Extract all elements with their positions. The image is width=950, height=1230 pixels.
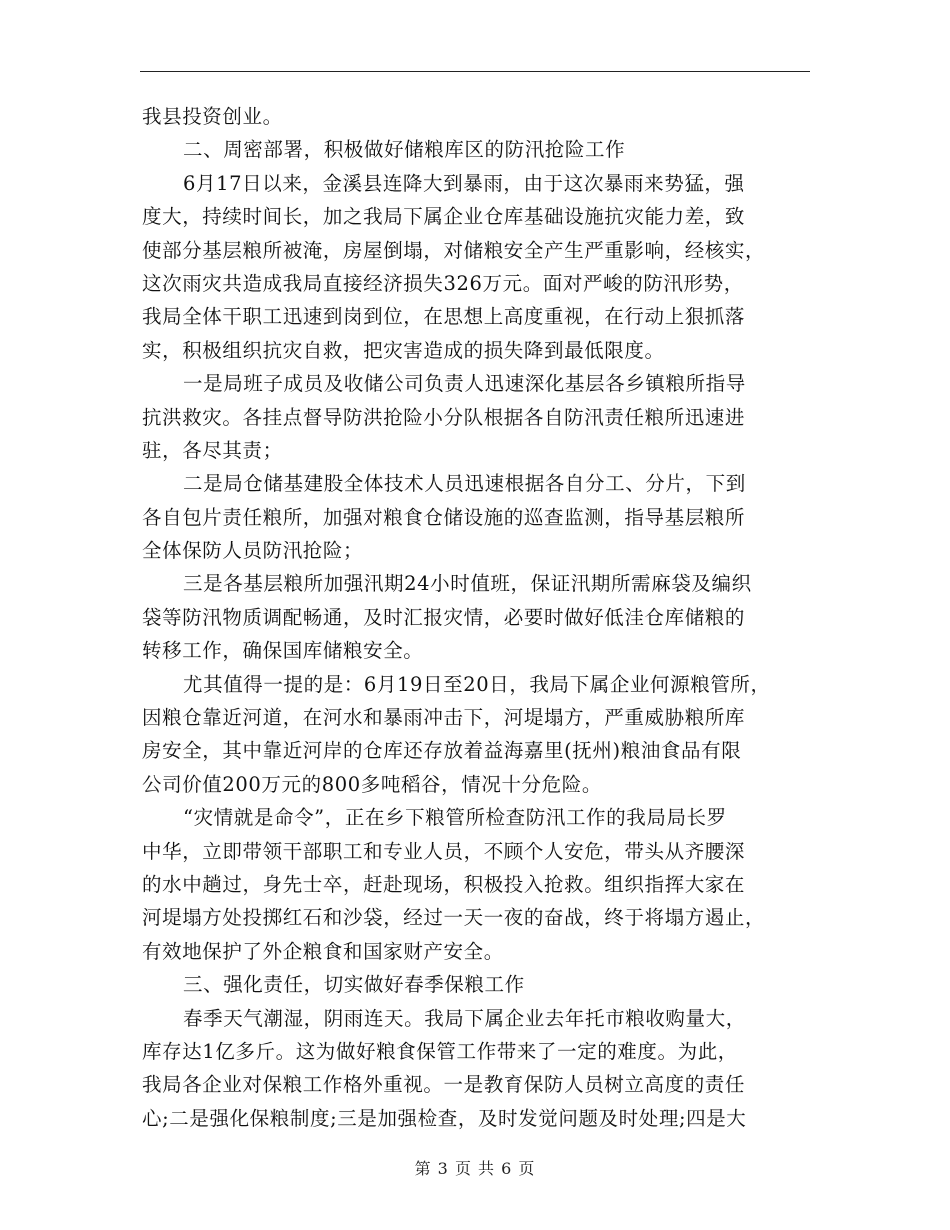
text-line: 使部分基层粮所被淹，房屋倒塌，对储粮安全产生严重影响，经核实， bbox=[142, 238, 766, 262]
page-footer: 第 3 页 共 6 页 bbox=[414, 1159, 536, 1178]
text-line: 度大，持续时间长，加之我局下属企业仓库基础设施抗灾能力差，致 bbox=[142, 205, 746, 229]
text-line: 各自包片责任粮所，加强对粮食仓储设施的巡查监测，指导基层粮所 bbox=[142, 505, 746, 529]
text-line: 全体保防人员防汛抢险； bbox=[142, 539, 364, 563]
text-line: 河堤塌方处投掷红石和沙袋，经过一天一夜的奋战，终于将塌方遏止， bbox=[142, 906, 766, 930]
text-line: 中华，立即带领干部职工和专业人员，不顾个人安危，带头从齐腰深 bbox=[142, 839, 746, 863]
text-line: 春季天气潮湿，阴雨连天。我局下属企业去年托市粮收购量大， bbox=[183, 1006, 746, 1030]
text-line: 实，积极组织抗灾自救，把灾害造成的损失降到最低限度。 bbox=[142, 338, 665, 362]
document-body bbox=[142, 100, 822, 1135]
text-line: 我局全体干职工迅速到岗到位，在思想上高度重视，在行动上狠抓落 bbox=[142, 305, 746, 329]
text-line: 因粮仓靠近河道，在河水和暴雨冲击下，河堤塌方，严重威胁粮所库 bbox=[142, 706, 746, 730]
text-line: 我县投资创业。 bbox=[142, 105, 283, 128]
text-line: 心;二是强化保粮制度;三是加强检查，及时发觉问题及时处理;四是大 bbox=[142, 1106, 747, 1130]
text-line: 有效地保护了外企粮食和国家财产安全。 bbox=[142, 939, 504, 963]
text-line: 我局各企业对保粮工作格外重视。一是教育保防人员树立高度的责任 bbox=[142, 1073, 746, 1097]
text-line: 三是各基层粮所加强汛期24小时值班，保证汛期所需麻袋及编织 bbox=[183, 572, 752, 596]
text-line: 二、周密部署，积极做好储粮库区的防汛抢险工作 bbox=[183, 138, 626, 162]
text-line: “灾情就是命令”，正在乡下粮管所检查防汛工作的我局局长罗 bbox=[183, 806, 727, 830]
text-line: 三、强化责任，切实做好春季保粮工作 bbox=[183, 973, 525, 997]
text-line: 公司价值200万元的800多吨稻谷，情况十分危险。 bbox=[142, 772, 602, 796]
text-line: 一是局班子成员及收储公司负责人迅速深化基层各乡镇粮所指导 bbox=[183, 372, 746, 396]
header-rule bbox=[140, 71, 810, 72]
text-line: 这次雨灾共造成我局直接经济损失326万元。面对严峻的防汛形势， bbox=[142, 271, 744, 295]
text-line: 驻，各尽其责； bbox=[142, 438, 283, 462]
text-line: 房安全，其中靠近河岸的仓库还存放着益海嘉里(抚州)粮油食品有限 bbox=[142, 739, 742, 763]
text-line: 转移工作，确保国库储粮安全。 bbox=[142, 639, 424, 663]
text-line: 尤其值得一提的是：6月19日至20日，我局下属企业何源粮管所， bbox=[183, 672, 771, 696]
text-line: 抗洪救灾。各挂点督导防洪抢险小分队根据各自防汛责任粮所迅速进 bbox=[142, 405, 746, 429]
text-line: 6月17日以来，金溪县连降大到暴雨，由于这次暴雨来势猛，强 bbox=[183, 171, 745, 195]
text-line: 二是局仓储基建股全体技术人员迅速根据各自分工、分片，下到 bbox=[183, 472, 746, 496]
text-line: 袋等防汛物质调配畅通，及时汇报灾情，必要时做好低洼仓库储粮的 bbox=[142, 605, 746, 629]
text-line: 的水中趟过，身先士卒，赶赴现场，积极投入抢救。组织指挥大家在 bbox=[142, 872, 746, 896]
text-line: 库存达1亿多斤。这为做好粮食保管工作带来了一定的难度。为此， bbox=[142, 1039, 738, 1063]
